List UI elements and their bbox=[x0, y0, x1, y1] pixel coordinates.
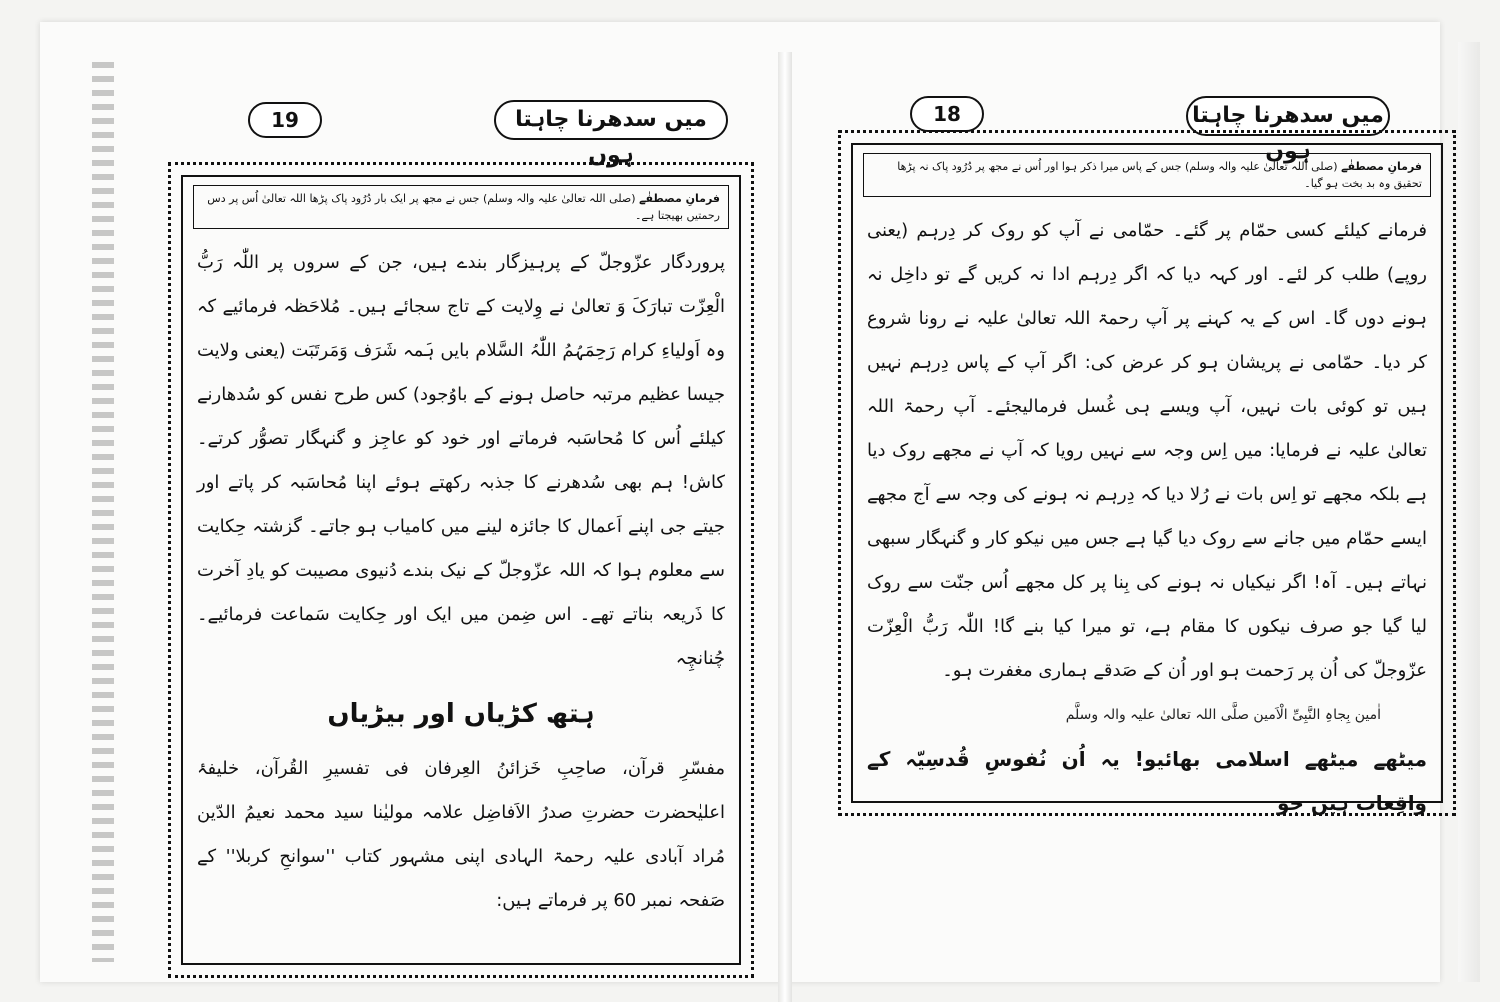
closing-line: میٹھے میٹھے اسلامی بھائیو! یہ اُن نُفوسِ قُدسِیّہ کے واقِعات ہیں جو bbox=[867, 747, 1427, 815]
right-page bbox=[830, 22, 1450, 952]
section-heading: ہتھ کڑیاں اور بیڑیاں bbox=[327, 699, 595, 729]
left-page-inner-border bbox=[181, 175, 741, 965]
left-page-header bbox=[148, 92, 768, 168]
page-number-left: 19 bbox=[248, 102, 322, 138]
back-cover-edge bbox=[92, 62, 114, 962]
left-page-frame bbox=[168, 162, 754, 978]
notice-label: فرمانِ مصطفٰے bbox=[1341, 160, 1422, 173]
right-page-frame bbox=[838, 130, 1456, 816]
book-title-right: میں سدھرنا چاہتا ہوں bbox=[1186, 96, 1390, 136]
left-paragraph-2: مفسّرِ قرآن، صاحِبِ خَزائنُ العِرفان فی تفسیرِ القُرآن، خلیفۂ اعلیٰحضرت حضرتِ صدرُ الاَفاضِل علامہ مولیٰنا سید محمد نعیمُ الدّین مُراد آبادی علیہ رحمۃ الہادی اپنی مشہور کتاب ''سوانحِ کربلا'' کے صَفحہ نمبر 60 پر فرماتے ہیں: bbox=[197, 758, 725, 911]
notice-label: فرمانِ مصطفٰے bbox=[639, 192, 720, 205]
hadith-notice-left bbox=[193, 185, 729, 229]
page-number-right: 18 bbox=[910, 96, 984, 132]
right-page-inner-border bbox=[851, 143, 1443, 815]
book-title-left: میں سدھرنا چاہتا ہوں bbox=[494, 100, 728, 140]
page-stack-edge bbox=[1458, 42, 1480, 982]
notice-text: (صلی اللہ تعالیٰ علیہ والہ وسلم) جس نے مجھ پر ایک بار دُرُود پاک پڑھا اللہ تعالیٰ اُس پر دس رحمتیں بھیجتا ہے۔ bbox=[207, 192, 720, 222]
hadith-notice-right bbox=[863, 153, 1431, 197]
spine bbox=[778, 52, 792, 1002]
right-paragraph-1: فرمانے کیلئے کسی حمّام پر گئے۔ حمّامی نے آپ کو روک کر دِرہم (یعنی روپے) طلب کر لئے۔ اور کہہ دیا کہ اگر دِرہم ادا نہ کریں گے تو داخِل نہ ہونے دوں گا۔ اس کے یہ کہنے پر آپ رحمۃ اللہ تعالیٰ علیہ نے رونا شروع کر دیا۔ حمّامی نے پریشان ہو کر عرض کی: اگر آپ کے پاس دِرہم نہیں ہیں تو کوئی بات نہیں، آپ ویسے ہی غُسل فرمالیجئے۔ آپ رحمۃ اللہ تعالیٰ علیہ نے فرمایا: میں اِس وجہ سے نہیں رویا کہ آپ نے مجھے روک دیا ہے بلکہ مجھے تو اِس بات نے رُلا دیا کہ دِرہم نہ ہونے کی وجہ سے آج مجھے ایسے حمّام میں جانے سے روک دیا گیا ہے جس میں نیکو کار و گنہگار سبھی نہاتے ہیں۔ آہ! اگر نیکیاں نہ ہونے کی بِنا پر کل مجھے اُس جنّت سے روک لیا گیا جو صرف نیکوں کا مقام ہے، تو میرا کیا بنے گا! اللّٰہ رَبُّ الْعِزّت عزّوجلّ کی اُن پر رَحمت ہو اور اُن کے صَدقے ہماری مغفرت ہو۔ bbox=[867, 220, 1427, 681]
booklet bbox=[40, 22, 1440, 982]
left-paragraph-1: پروردگار عزّوجلّ کے پرہیزگار بندے ہیں، جن کے سروں پر اللّٰہ رَبُّ الْعِزّت تبارَکَ وَ تعالیٰ نے وِلایت کے تاج سجائے ہیں۔ مُلاحَظہ فرمائیے کہ وہ اَولیاءِ کرام رَحِمَہُمُ اللّٰہُ السَّلام بایں ہَمہ شَرَف وَمَرتَبَت (یعنی ولایت جیسا عظیم مرتبہ حاصل ہونے کے باوُجود) کس طرح نفس کو سُدھارنے کیلئے اُس کا مُحاسَبہ فرماتے اور خود کو عاجِز و گنہگار تصوُّر کرتے۔ کاش! ہم بھی سُدھرنے کا جذبہ رکھتے ہوئے اپنا مُحاسَبہ کر پاتے اور جیتے جی اپنے اَعمال کا جائزہ لینے میں کامیاب ہو جاتے۔ گزشتہ حِکایت سے معلوم ہوا کہ اللہ عزّوجلّ کے نیک بندے دُنیوی مصیبت کو یادِ آخرت کا ذَریعہ بناتے تھے۔ اس ضِمن میں ایک اور حِکایت سَماعت فرمائیے۔ چُنانچِہ bbox=[197, 252, 725, 669]
dua-line: اٰمین بِجاہِ النَّبِیِّ الْاَمین صلَّی اللہ تعالیٰ علیہ والہ وسلَّم bbox=[1065, 707, 1381, 723]
left-page bbox=[148, 22, 768, 952]
notice-text: (صلی اللہ تعالیٰ علیہ والہ وسلم) جس کے پاس میرا ذکر ہوا اور اُس نے مجھ پر دُرُود پاک نہ پڑھا تحقیق وہ بد بخت ہو گیا۔ bbox=[897, 160, 1422, 190]
